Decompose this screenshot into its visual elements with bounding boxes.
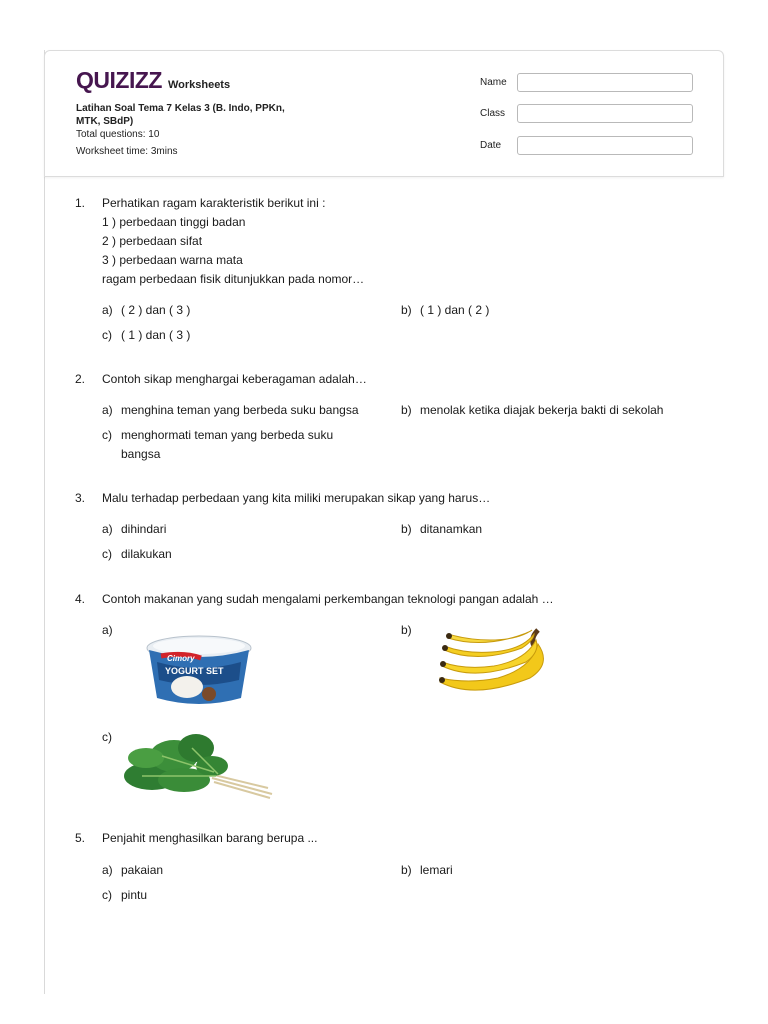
question-text [102,489,490,508]
worksheet-title-line2: MTK, SBdP) [76,116,134,127]
total-questions: Total questions: 10 [76,129,160,140]
option-text [121,426,333,464]
option-letter: b) [401,303,412,317]
worksheet-time: Worksheet time: 3mins [76,146,178,157]
option-text: ( 1 ) dan ( 2 ) [420,303,490,317]
option-text: menghina teman yang berbeda suku bangsa [121,403,359,417]
yogurt-label: YOGURT SET [165,666,224,676]
yogurt-brand: Cimory [167,654,195,663]
option-letter: a) [102,522,113,536]
question-line: Malu terhadap perbedaan yang kita miliki merupakan sikap yang harus… [102,491,491,505]
logo-subtitle: Worksheets [167,79,231,91]
worksheet-header [44,50,724,177]
option-text: pintu [121,888,148,902]
option-text: dilakukan [121,547,172,561]
option-letter: c) [102,888,112,902]
name-label: Name [480,77,507,88]
date-field[interactable] [517,136,693,155]
question-number: 3. [75,491,86,505]
quizizz-logo: QUIZIZZ [76,67,162,93]
question-line: ragam perbedaan fisik ditunjukkan pada nomor… [102,272,365,286]
question-text [102,370,367,389]
question-line: Penjahit menghasilkan barang berupa ... [102,831,318,845]
option-letter: b) [401,623,412,637]
name-field[interactable] [517,73,693,92]
class-label: Class [480,108,506,119]
option-letter: a) [102,623,113,637]
question-line: Contoh sikap menghargai keberagaman adalah… [102,372,367,386]
question-line: 3 ) perbedaan warna mata [102,253,243,267]
option-text-line: bangsa [121,447,161,461]
question-text [102,829,317,848]
question-number: 5. [75,831,86,845]
option-letter: a) [102,863,113,877]
question-number: 2. [75,372,86,386]
option-text-line: menghormati teman yang berbeda suku [121,428,334,442]
question-text [102,590,554,609]
option-letter: b) [401,522,412,536]
spinach-bunch-image [122,726,274,800]
option-text: ditanamkan [420,522,483,536]
option-text: menolak ketika diajak bekerja bakti di sekolah [420,403,664,417]
option-letter: b) [401,863,412,877]
option-text: dihindari [121,522,167,536]
class-field[interactable] [517,104,693,123]
logo [76,67,230,94]
worksheet-title [76,102,336,128]
option-letter: c) [102,730,112,744]
option-text: ( 1 ) dan ( 3 ) [121,328,191,342]
question-line: 2 ) perbedaan sifat [102,234,203,248]
banana-bunch-image [434,622,562,700]
option-text: pakaian [121,863,164,877]
option-letter: c) [102,547,112,561]
yogurt-cup-image [143,632,255,710]
option-letter: a) [102,303,113,317]
option-text: ( 2 ) dan ( 3 ) [121,303,191,317]
question-number: 4. [75,592,86,606]
option-letter: a) [102,403,113,417]
question-line: Contoh makanan yang sudah mengalami perkembangan teknologi pangan adalah … [102,592,554,606]
question-number: 1. [75,196,86,210]
question-line: 1 ) perbedaan tinggi badan [102,215,246,229]
worksheet-title-line1: Latihan Soal Tema 7 Kelas 3 (B. Indo, PPKn, [76,103,285,114]
question-text [102,194,364,289]
option-letter: c) [102,328,112,342]
option-letter: b) [401,403,412,417]
question-line: Perhatikan ragam karakteristik berikut ini : [102,196,326,210]
option-text: lemari [420,863,453,877]
option-letter: c) [102,428,112,442]
page-left-edge [44,50,45,994]
date-label: Date [480,140,502,151]
